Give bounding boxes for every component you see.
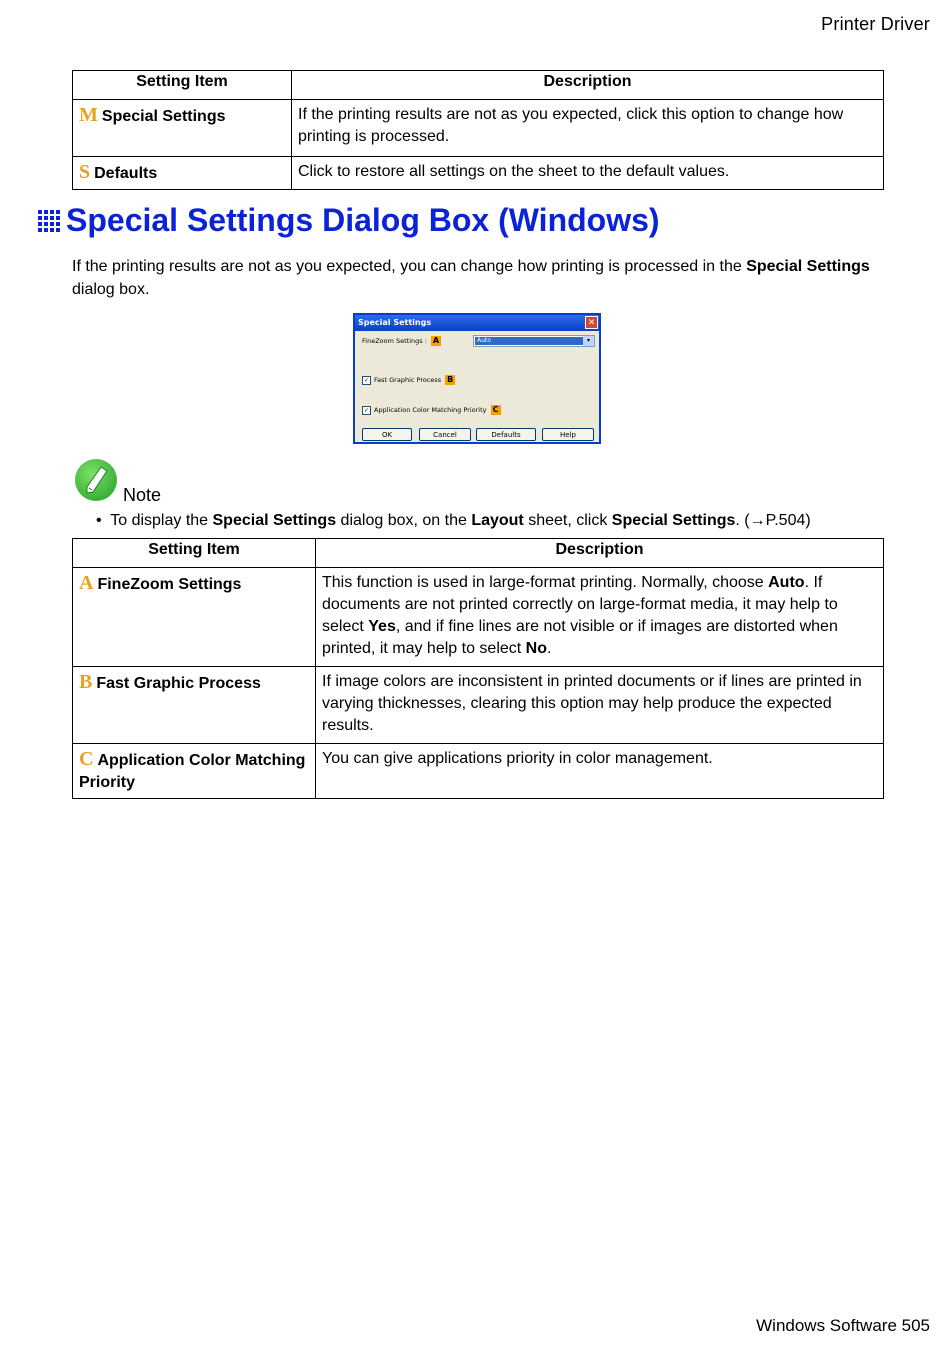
item-letter-icon: B [79, 671, 93, 693]
setting-item-name: Fast Graphic Process [96, 675, 261, 692]
ok-button[interactable]: OK [362, 428, 412, 441]
table-header-row [73, 71, 884, 100]
app-color-row [362, 405, 501, 415]
app-color-label: Application Color Matching Priority [374, 406, 487, 414]
note-pencil-icon [75, 459, 117, 501]
description-cell: You can give applications priority in color management. [316, 744, 884, 799]
fast-graphic-checkbox[interactable]: ✓ [363, 376, 370, 384]
page-footer: Windows Software 505 [756, 1316, 930, 1335]
help-button[interactable]: Help [542, 428, 594, 441]
section-title-text: Special Settings Dialog Box (Windows) [66, 202, 660, 238]
finezoom-row [362, 336, 441, 346]
item-letter-icon: A [79, 572, 94, 594]
column-header: Setting Item [73, 539, 316, 568]
note-label: Note [123, 485, 162, 505]
dialog-title: Special Settings [358, 318, 432, 327]
settings-table-2 [72, 538, 884, 799]
setting-item-cell [73, 100, 292, 157]
callout-badge-b: B [447, 375, 454, 384]
item-letter-icon: M [79, 104, 98, 126]
bullet: • [96, 512, 102, 529]
table-row [73, 100, 884, 157]
setting-item-cell [73, 744, 316, 799]
table-row [73, 157, 884, 190]
close-icon[interactable]: ✕ [585, 316, 598, 329]
finezoom-selected-value: Auto [475, 337, 583, 345]
setting-item-cell [73, 667, 316, 744]
table-row [73, 667, 884, 744]
table-row [73, 568, 884, 667]
note-bullet-item: • To display the Special Settings dialog box, on the Layout sheet, click Special Settings. (→P.504) [96, 512, 811, 529]
callout-badge-c: C [491, 405, 501, 415]
fast-graphic-label: Fast Graphic Process [374, 376, 442, 384]
setting-item-name: FineZoom Settings [97, 576, 242, 593]
description-cell: If the printing results are not as you expected, click this option to change how printing is processed. [292, 100, 884, 157]
section-grid-icon [38, 210, 60, 232]
dialog-title-bar [355, 315, 599, 331]
setting-item-cell [73, 157, 292, 190]
setting-item-cell [73, 568, 316, 667]
chevron-down-icon[interactable]: ▾ [583, 336, 594, 346]
fast-graphic-row [362, 375, 455, 385]
finezoom-select[interactable] [473, 335, 595, 347]
section-title [38, 202, 660, 239]
running-header: Printer Driver [821, 14, 930, 34]
intro-paragraph: If the printing results are not as you expected, you can change how printing is processed in the Special Settings dialog box. [72, 258, 870, 298]
description-cell: Click to restore all settings on the sheet to the default values. [292, 157, 884, 190]
table-row [73, 744, 884, 799]
setting-item-name: Application Color Matching Priority [79, 752, 306, 791]
special-settings-dialog [353, 313, 601, 444]
defaults-button[interactable]: Defaults [476, 428, 536, 441]
item-letter-icon: S [79, 161, 91, 183]
column-header: Description [316, 539, 884, 568]
setting-item-name: Special Settings [101, 108, 226, 125]
description-cell: If image colors are inconsistent in printed documents or if lines are printed in varying thicknesses, clearing this option may help produce the expected results. [316, 667, 884, 744]
table-header-row [73, 539, 884, 568]
column-header: Description [292, 71, 884, 100]
item-letter-icon: C [79, 748, 94, 770]
app-color-checkbox[interactable]: ✓ [363, 406, 370, 414]
setting-item-name: Defaults [94, 165, 158, 182]
finezoom-label: FineZoom Settings : [362, 337, 427, 345]
callout-badge-a: A [432, 336, 440, 345]
settings-table-1 [72, 70, 884, 190]
description-cell: This function is used in large-format printing. Normally, choose Auto. If documents are not printed correctly on large-format media, it may help to select Yes, and if fine lines are not visible or if images are distorted when printed, it may help to select No. [316, 568, 884, 667]
cancel-button[interactable]: Cancel [419, 428, 471, 441]
column-header: Setting Item [73, 71, 292, 100]
